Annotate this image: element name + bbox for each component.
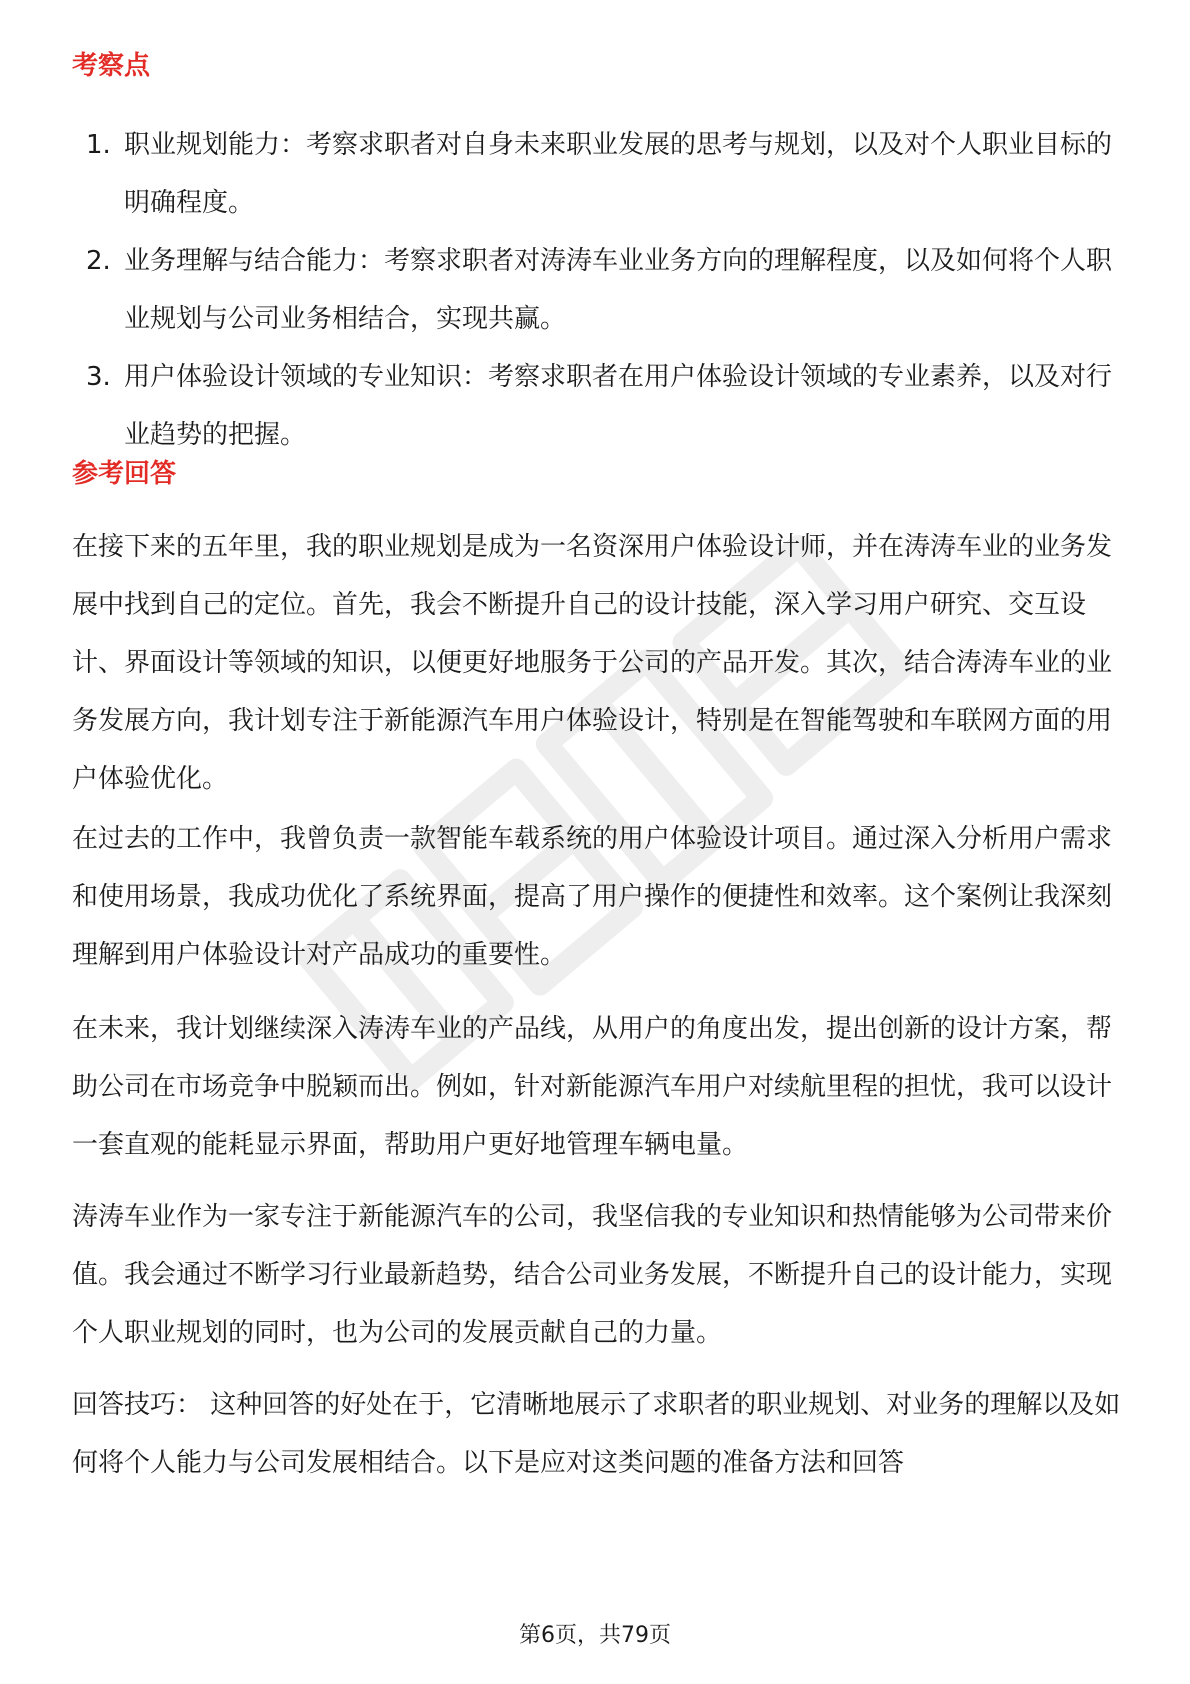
tips-paragraph: 回答技巧： 这种回答的好处在于，它清晰地展示了求职者的职业规划、对业务的理解以及如何将个人能力与公司发展相结合。以下是应对这类问题的准备方法和回答	[72, 1390, 1121, 1478]
section-title-cankao: 参考回答	[72, 459, 177, 489]
answer-paragraph: 在未来，我计划继续深入涛涛车业的产品线，从用户的角度出发，提出创新的设计方案，帮助公司在市场竞争中脱颖而出。例如，针对新能源汽车用户对续航里程的担忧，我可以设计一套直观的能耗显示界面，帮助用户更好地管理车辆电量。	[72, 1014, 1113, 1160]
answer-paragraph: 在过去的工作中，我曾负责一款智能车载系统的用户体验设计项目。通过深入分析用户需求和使用场景，我成功优化了系统界面，提高了用户操作的便捷性和效率。这个案例让我深刻理解到用户体验设计对产品成功的重要性。	[72, 824, 1113, 970]
list-item	[72, 232, 1122, 348]
list-item	[72, 116, 1122, 232]
list-item-number: 3.	[86, 362, 111, 392]
section-title-kaochadian: 考察点	[72, 51, 151, 81]
list-item-text: 业务理解与结合能力：考察求职者对涛涛车业业务方向的理解程度，以及如何将个人职业规划与公司业务相结合，实现共赢。	[124, 246, 1113, 334]
answer-paragraph: 涛涛车业作为一家专注于新能源汽车的公司，我坚信我的专业知识和热情能够为公司带来价值。我会通过不断学习行业最新趋势，结合公司业务发展，不断提升自己的设计能力，实现个人职业规划的同时，也为公司的发展贡献自己的力量。	[72, 1202, 1113, 1348]
list-item	[72, 348, 1122, 464]
evaluation-points-list	[72, 116, 1122, 464]
list-item-text: 职业规划能力：考察求职者对自身未来职业发展的思考与规划，以及对个人职业目标的明确程度。	[124, 130, 1113, 218]
list-item-text: 用户体验设计领域的专业知识：考察求职者在用户体验设计领域的专业素养，以及对行业趋势的把握。	[124, 362, 1113, 450]
page-number-footer: 第6页，共79页	[519, 1623, 671, 1648]
answer-paragraph: 在接下来的五年里，我的职业规划是成为一名资深用户体验设计师，并在涛涛车业的业务发展中找到自己的定位。首先，我会不断提升自己的设计技能，深入学习用户研究、交互设计、界面设计等领域的知识，以便更好地服务于公司的产品开发。其次，结合涛涛车业的业务发展方向，我计划专注于新能源汽车用户体验设计，特别是在智能驾驶和车联网方面的用户体验优化。	[72, 532, 1113, 794]
list-item-number: 2.	[86, 246, 111, 276]
list-item-number: 1.	[86, 130, 111, 160]
